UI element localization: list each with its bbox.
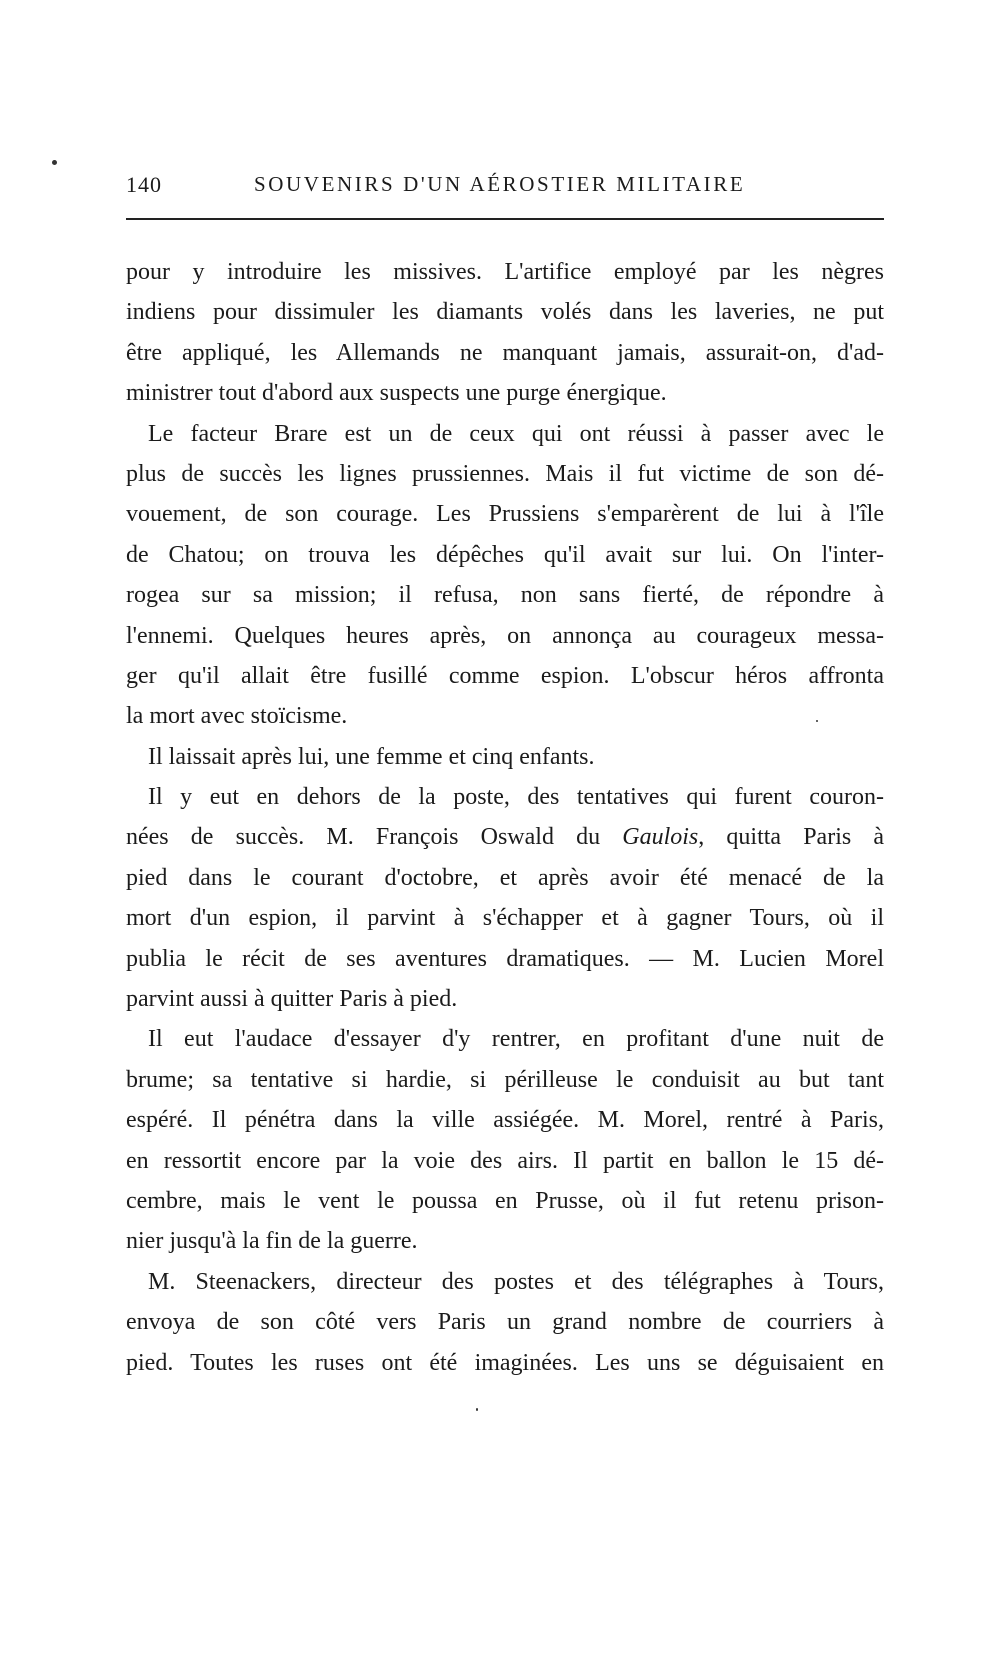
text-line: Le facteur Brare est un de ceux qui ont réussi à passer avec le xyxy=(148,420,884,447)
text-line-with-italic xyxy=(126,817,884,857)
page-header xyxy=(126,172,884,206)
text-line: envoya de son côté vers Paris un grand nombre de courriers à xyxy=(126,1309,884,1336)
text-line: Il eut l'audace d'essayer d'y rentrer, en profitant d'une nuit de xyxy=(148,1026,884,1053)
ink-speck xyxy=(816,720,818,722)
text-line: vouement, de son courage. Les Prussiens s'emparèrent de lui à l'île xyxy=(126,501,884,528)
ink-speck xyxy=(52,160,57,165)
text-line: mort d'un espion, il parvint à s'échapper et à gagner Tours, où il xyxy=(126,905,884,932)
text-line: parvint aussi à quitter Paris à pied. xyxy=(126,986,458,1013)
page-number: 140 xyxy=(126,172,162,197)
newspaper-title-italic: Gaulois xyxy=(622,824,699,851)
text-line: plus de succès les lignes prussiennes. Mais il fut victime de son dé- xyxy=(126,460,884,487)
text-line: pour y introduire les missives. L'artifice employé par les nègres xyxy=(126,259,884,285)
text-line: pied. Toutes les ruses ont été imaginées. Les uns se déguisaient en xyxy=(126,1349,884,1376)
text-line: être appliqué, les Allemands ne manquant jamais, assurait-on, d'ad- xyxy=(126,339,884,366)
text-line: espéré. Il pénétra dans la ville assiégée. M. Morel, rentré à Paris, xyxy=(126,1107,884,1134)
line-text-before-italic: nées de succès. M. François Oswald du xyxy=(126,824,623,851)
body-text xyxy=(126,252,884,1383)
text-line: M. Steenackers, directeur des postes et des télégraphes à Tours, xyxy=(148,1268,884,1295)
text-line: ger qu'il allait être fusillé comme espion. L'obscur héros affronta xyxy=(126,662,884,689)
text-line: de Chatou; on trouva les dépêches qu'il avait sur lui. On l'inter- xyxy=(126,541,884,568)
header-rule xyxy=(126,218,884,220)
line-text-after-italic: , quitta Paris à xyxy=(698,824,885,851)
text-line: ministrer tout d'abord aux suspects une purge énergique. xyxy=(126,380,667,407)
text-line: Il laissait après lui, une femme et cinq enfants. xyxy=(148,743,595,770)
text-line: cembre, mais le vent le poussa en Prusse, où il fut retenu prison- xyxy=(126,1187,884,1214)
text-line: la mort avec stoïcisme. xyxy=(126,703,348,730)
text-line: l'ennemi. Quelques heures après, on annonça au courageux messa- xyxy=(126,622,884,649)
text-line: rogea sur sa mission; il refusa, non sans fierté, de répondre à xyxy=(126,582,884,609)
text-line: Il y eut en dehors de la poste, des tentatives qui furent couron- xyxy=(148,784,884,811)
text-line: pied dans le courant d'octobre, et après avoir été menacé de la xyxy=(126,864,884,891)
text-line: brume; sa tentative si hardie, si périlleuse le conduisit au but tant xyxy=(126,1066,884,1093)
text-line: en ressortit encore par la voie des airs. Il partit en ballon le 15 dé- xyxy=(126,1147,884,1174)
text-line: indiens pour dissimuler les diamants volés dans les laveries, ne put xyxy=(126,299,884,326)
text-line: publia le récit de ses aventures dramatiques. — M. Lucien Morel xyxy=(126,945,884,972)
text-line: nier jusqu'à la fin de la guerre. xyxy=(126,1228,418,1255)
running-title: SOUVENIRS D'UN AÉROSTIER MILITAIRE xyxy=(254,172,746,196)
ink-speck xyxy=(476,1408,478,1411)
